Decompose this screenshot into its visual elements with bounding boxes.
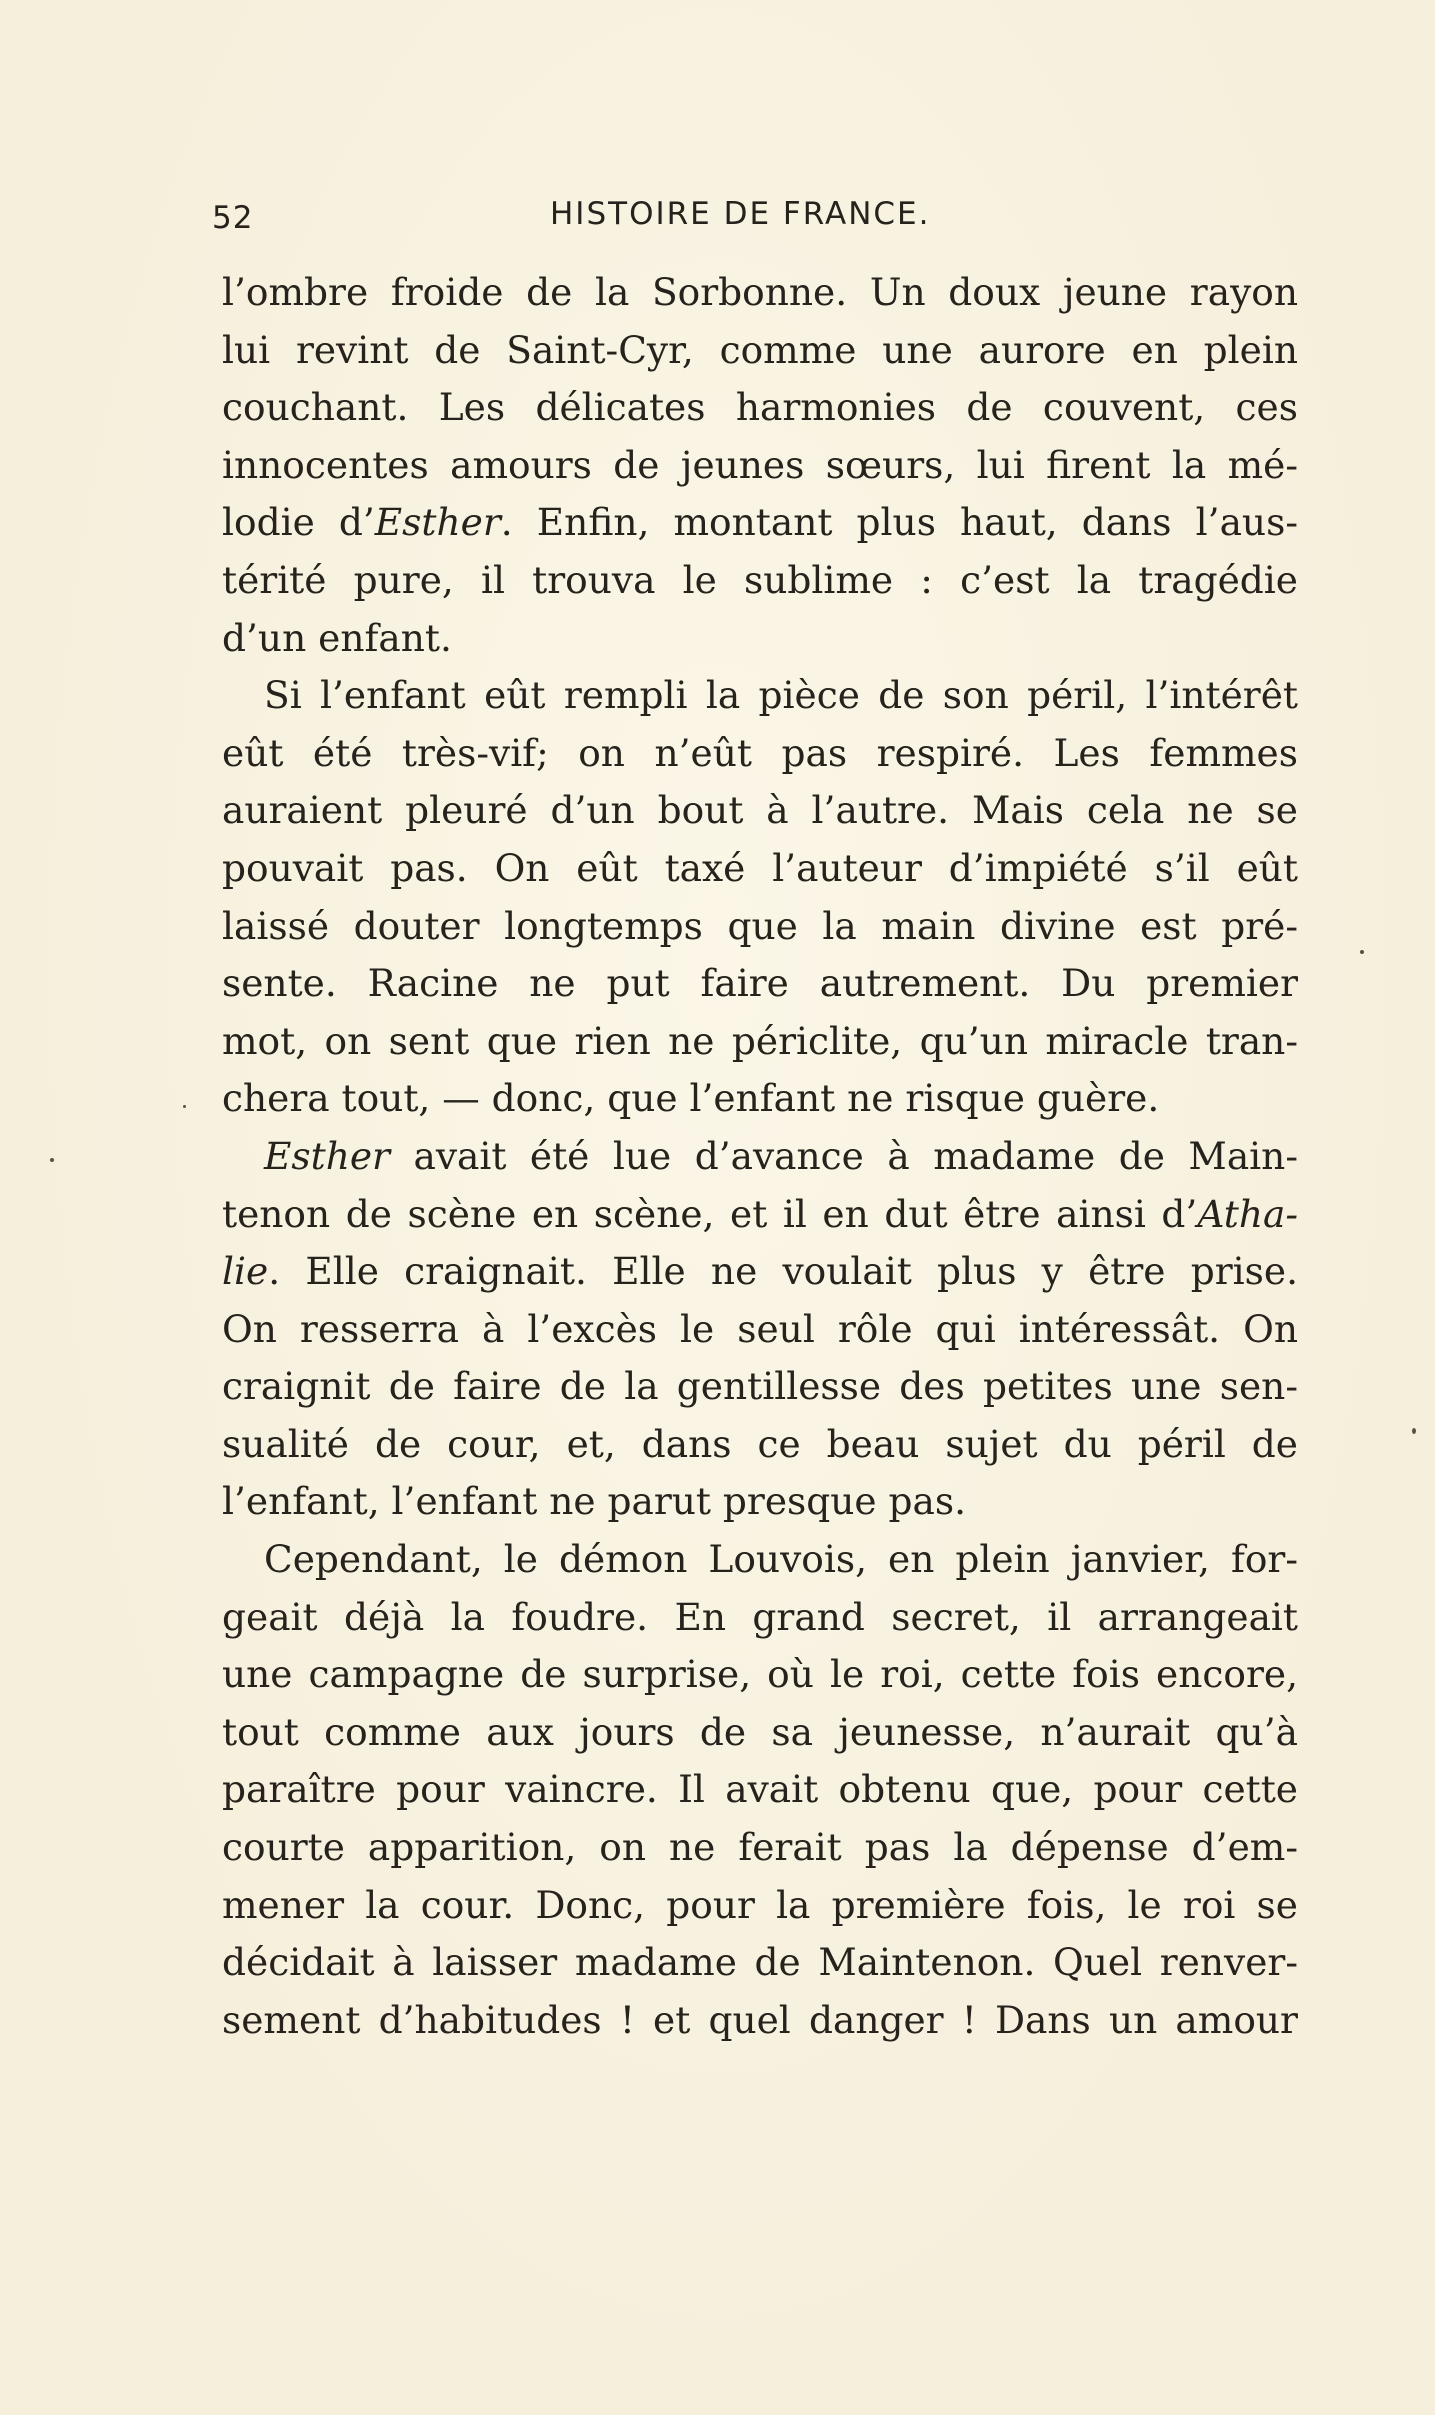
italic-title: Esther — [374, 500, 501, 545]
text-line: auraient pleuré d’un bout à l’autre. Mais cela ne se — [222, 788, 1298, 833]
text-run: . Elle craignait. Elle ne voulait plus y être prise. — [268, 1249, 1298, 1294]
text-line: l’ombre froide de la Sorbonne. Un doux jeune rayon — [222, 270, 1298, 314]
page-number: 52 — [212, 200, 254, 236]
text-line: chera tout, — donc, que l’enfant ne risque guère. — [222, 1076, 1160, 1121]
text-line: tout comme aux jours de sa jeunesse, n’aurait qu’à — [222, 1709, 1298, 1754]
text-line: courte apparition, on ne ferait pas la dépense d’em- — [222, 1825, 1298, 1870]
running-head — [212, 196, 1297, 244]
text-line: Si l’enfant eût rempli la pièce de son péril, l’intérêt — [264, 673, 1298, 718]
text-line: lui revint de Saint-Cyr, comme une aurore en plein — [222, 327, 1298, 372]
text-line: pouvait pas. On eût taxé l’auteur d’impiété s’il eût — [222, 845, 1298, 890]
text-line: une campagne de surprise, où le roi, cette fois encore, — [222, 1652, 1298, 1697]
text-line: mot, on sent que rien ne périclite, qu’un miracle tran- — [222, 1018, 1298, 1063]
text-line: l’enfant, l’enfant ne parut presque pas. — [222, 1479, 967, 1524]
text-line: sente. Racine ne put faire autrement. Du premier — [222, 961, 1298, 1006]
italic-title: Atha- — [1197, 1191, 1298, 1236]
text-run: lodie d’ — [222, 500, 375, 545]
text-line: geait déjà la foudre. En grand secret, il arrangeait — [222, 1594, 1298, 1639]
text-line: décidait à laisser madame de Maintenon. Quel renver- — [222, 1940, 1298, 1985]
ink-speck — [1412, 1428, 1416, 1434]
ink-speck — [1360, 950, 1364, 954]
text-line: craignit de faire de la gentillesse des petites une sen- — [222, 1364, 1298, 1409]
text-line: sualité de cour, et, dans ce beau sujet du péril de — [222, 1421, 1298, 1466]
text-run: . Enfin, montant plus haut, dans l’aus- — [500, 500, 1298, 545]
text-line: sement d’habitudes ! et quel danger ! Dans un amour — [222, 1997, 1298, 2042]
text-line: innocentes amours de jeunes sœurs, lui firent la mé- — [222, 442, 1298, 487]
text-line: laissé douter longtemps que la main divine est pré- — [222, 903, 1298, 948]
text-line: On resserra à l’excès le seul rôle qui intéressât. On — [222, 1306, 1298, 1351]
text-line — [222, 1128, 1298, 1186]
body-text — [222, 264, 1298, 2049]
text-line: couchant. Les délicates harmonies de couvent, ces — [222, 385, 1298, 430]
text-line — [222, 1186, 1298, 1244]
ink-speck — [50, 1158, 54, 1162]
text-line: eût été très-vif; on n’eût pas respiré. Les femmes — [222, 730, 1298, 775]
text-line: paraître pour vaincre. Il avait obtenu que, pour cette — [222, 1767, 1298, 1812]
text-line — [222, 494, 1298, 552]
text-run: tenon de scène en scène, et il en dut être ainsi d’ — [222, 1191, 1198, 1236]
text-line — [222, 1243, 1298, 1301]
running-title: HISTOIRE DE FRANCE. — [550, 196, 931, 232]
ink-speck — [183, 1105, 186, 1108]
text-line: Cependant, le démon Louvois, en plein janvier, for- — [264, 1537, 1298, 1582]
text-line: térité pure, il trouva le sublime : c’est la tragédie — [222, 557, 1298, 602]
italic-title: Esther — [264, 1133, 390, 1178]
text-run: avait été lue d’avance à madame de Main- — [389, 1133, 1298, 1178]
text-line: d’un enfant. — [222, 615, 452, 660]
italic-title: lie — [222, 1249, 269, 1294]
text-line: mener la cour. Donc, pour la première fois, le roi se — [222, 1882, 1298, 1927]
